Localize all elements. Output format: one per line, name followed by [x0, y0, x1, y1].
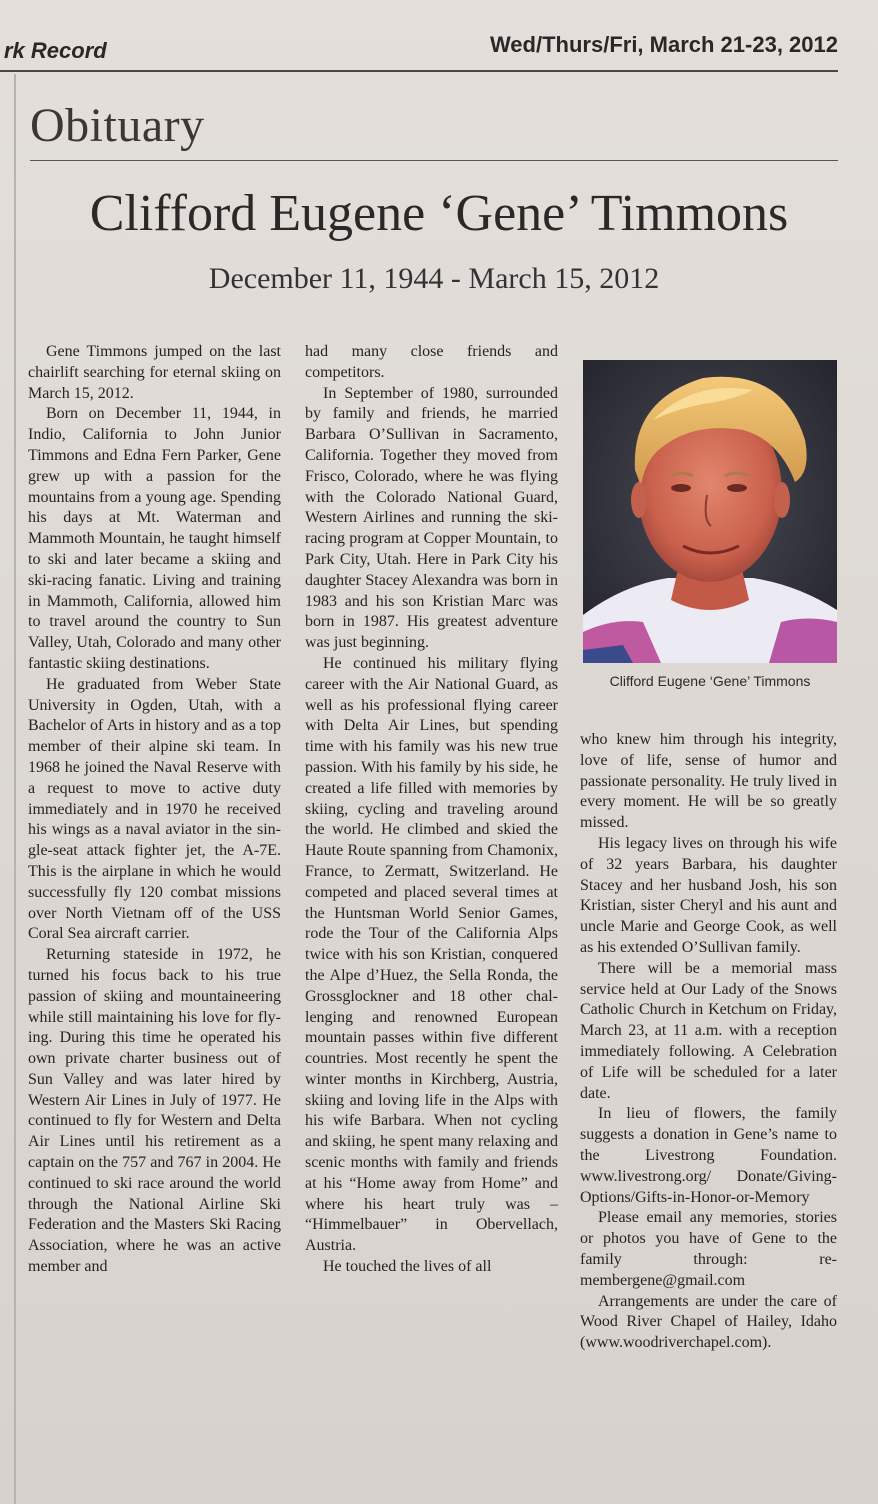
- paragraph: Returning stateside in 1972, he turned his focus back to his true passion of skiing and mountaineering while still maintaining his love for flying. During this time he operated his own private charter business out of Sun Valley and was later hired by Western Air Lines in July of 1977. He continued to fly for Western and Delta Air Lines until his retirement as a captain on the 757 and 767 in 2004. He continued to ski race around the world through the National Airline Ski Federation and the Masters Ski Racing Association, where he was an active member and: [28, 946, 281, 1276]
- photo-caption: Clifford Eugene ‘Gene’ Timmons: [609, 673, 811, 689]
- paragraph: He continued his military flying career with the Air National Guard, as well as his professional flying career with Delta Air Lines, but spending time with his family was his new true passion. With his family by his side, he created a life filled with memories by skiing, cycling and traveling around the world. He climbed and skied the Haute Route spanning from Chamonix, France, to Zermatt, Switzerland. He competed and placed several times at the Huntsman World Senior Games, rode the Tour of the California Alps twice with his son Kristian, conquered the Alpe d’Huez, the Sella Ronda, the Grossglockner and 18 other challenging and renowned European mountain passes within five different countries. Most recently he spent the winter months in Kirchberg, Austria, skiing and loving life in the Alps with his wife Barbara. When not cycling and skiing, he spent many relaxing and scenic months with family and friends at his “Home away from Home” and where his heart truly was – “Himmelbauer” in Obervellach, Austria.: [305, 654, 558, 1255]
- paragraph: who knew him through his integrity, love of life, sense of humor and passionate personality. He truly lived in every moment. He will be so greatly missed.: [580, 731, 837, 832]
- paragraph: There will be a memorial mass service held at Our Lady of the Snows Catholic Church in Ketchum on Friday, March 23, at 11 a.m. with a reception immediately following. A Celebration of Life will be scheduled for a later date.: [580, 959, 837, 1102]
- obituary-lifespan: December 11, 1944 - March 15, 2012: [208, 262, 660, 295]
- portrait-image: [583, 360, 837, 663]
- article-column-2: [305, 342, 558, 1278]
- masthead-rule: [0, 70, 838, 72]
- article-column-3: [580, 730, 837, 1354]
- masthead: [0, 28, 878, 68]
- paragraph: In lieu of flowers, the family suggests a donation in Gene’s name to the Livestrong Foundation. www.livestrong.org/ Donate/Giving-Options/Gifts-in-Honor-or-Memory: [580, 1105, 837, 1206]
- edition-date: Wed/Thurs/Fri, March 21-23, 2012: [489, 32, 838, 57]
- obituary-headline: [0, 184, 878, 243]
- section-label: Obituary: [30, 99, 205, 152]
- headline-text: Clifford Eugene ‘Gene’ Timmons: [89, 185, 789, 242]
- paragraph: In September of 1980, surrounded by family and friends, he married Barbara O’Sullivan in Sacramento, California. Together they moved from Frisco, Colorado, where he was flying with the Colorado National Guard, Western Airlines and running the ski-racing program at Copper Mountain, to Park City, Utah. Here in Park City his daughter Stacey Alexandra was born in 1983 and his son Kristian Marc was born in 1987. His greatest adventure was just beginning.: [305, 384, 558, 652]
- paragraph: Gene Timmons jumped on the last chairlift searching for eternal skiing on March 15, 2012.: [28, 343, 281, 402]
- paragraph: He touched the lives of all: [323, 1258, 492, 1276]
- portrait-photo: [583, 360, 837, 663]
- paragraph: had many close friends and competitors.: [305, 343, 558, 381]
- article-column-1: [28, 342, 281, 1278]
- paragraph: His legacy lives on through his wife of 32 years Barbara, his daughter Stacey and her husband Josh, his son Kristian, sister Cheryl and his aunt and uncle Marie and George Cook, as well as his extended O’Sullivan family.: [580, 834, 837, 956]
- section-rule: [30, 160, 838, 161]
- paragraph: Born on December 11, 1944, in Indio, California to John Junior Timmons and Edna Fern Parker, Gene grew up with a passion for the mountains from a young age. Spending his days at Mt. Waterman and Mammoth Mountain, he taught himself to ski and later became a skiing and ski-racing fanatic. Living and training in Mammoth, California, allowed him to travel around the country to Sun Valley, Utah, Colorado and many other fantastic skiing destinations.: [28, 405, 281, 672]
- paragraph: He graduated from Weber State University in Ogden, Utah, with a Bachelor of Arts in history and as a top member of their alpine ski team. In 1968 he joined the Naval Reserve with a request to move to active duty immediately and in 1970 he received his wings as a naval aviator in the single-seat attack fighter jet, the A-7E. This is the airplane in which he would successfully fly 120 combat missions over North Vietnam off of the USS Coral Sea aircraft carrier.: [28, 675, 281, 943]
- paragraph: Please email any memories, stories or photos you have of Gene to the family through: remembergene@gmail.com: [580, 1209, 837, 1289]
- paragraph: Arrangements are under the care of Wood River Chapel of Hailey, Idaho (www.woodriverchapel.com).: [580, 1292, 837, 1352]
- paper-name: rk Record: [4, 38, 107, 63]
